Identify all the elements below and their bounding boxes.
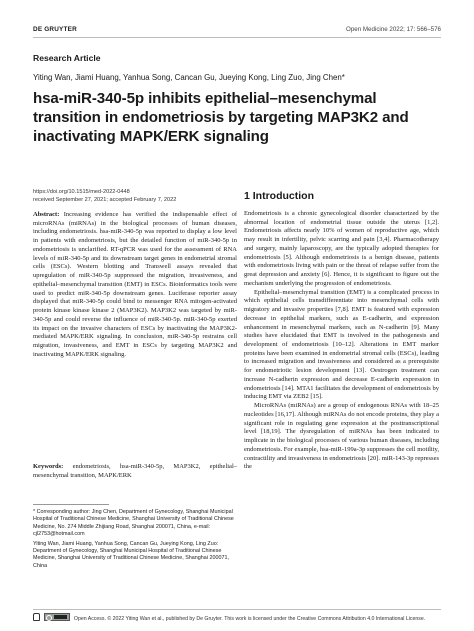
footnotes [33,509,239,572]
introduction-paragraph: MicroRNAs (miRNAs) are a group of endogenous RNAs with 18–25 nucleotides [16,17]. Although miRNAs do not encode proteins, they play a significant role in regulating gene expression at the posttranscriptional level [18,19]. The dysregulation of miRNAs has been indicated to implicate in the biological processes of various human diseases, including endometriosis. For example, hsa-miR-199a-3p suppresses the cell motility, contractility and invasiveness in endometriosis [20]. miR-143-3p represses the [244,402,439,471]
publisher-name: DE GRUYTER [33,26,77,33]
article-title: hsa-miR-340-5p inhibits epithelial–mesenchymal transition in endometriosis by targeting MAP3K2 and inactivating MAPK/ERK signaling [33,90,409,145]
journal-reference: Open Medicine 2022; 17: 566–576 [346,26,441,33]
author-list: Yiting Wan, Jiami Huang, Yanhua Song, Cancan Gu, Jueying Kong, Ling Zuo, Jing Chen* [33,73,345,82]
keywords [33,463,237,480]
introduction-paragraph: Epithelial–mesenchymal transition (EMT) is a complicated process in which epithelial cells transdifferentiate into mesenchymal cells with migratory and invasive properties [7,8]. EMT is featured with expression decrease in epithelial markers, such as E-cadherin, and expression enhancement in mesenchymal markers, such as N-cadherin [9]. Many studies have elucidated that EMT is involved in the pathogenesis and development of endometriosis [10–12]. Alterations in EMT marker proteins have been examined in endometrial stromal cells (ESCs), leading to increased migration and invasiveness and considered as a prerequisite for endometriotic lesion development [13]. Oestrogen treatment can increase N-cadherin expression and decrease E-cadherin expression in endometriosis [14]. MTA1 facilitates the development of endometriosis by inducing EMT via ZEB2 [15]. [244,288,439,401]
doi-link[interactable]: https://doi.org/10.1515/med-2022-0448 [33,189,130,195]
keywords-label: Keywords: [33,463,64,470]
received-accepted-dates: received September 27, 2021; accepted February 7, 2022 [33,197,177,204]
open-access-icon [33,613,40,621]
introduction-body [244,210,439,472]
corresponding-author-note: * Corresponding author: Jing Chen, Department of Gynecology, Shanghai Municipal Hospital of Traditional Chinese Medicine, Shanghai University of Traditional Chinese Medicine, No. 274 Middle Zhijiang Road, Shanghai 200071, China, e-mail: cjl2753@hotmail.com [33,509,234,538]
abstract-text: Increasing evidence has verified the indispensable effect of microRNAs (miRNAs) in the biological processes of human diseases, including endometriosis. hsa-miR-340-5p was reported to display a low level in patients with endometriosis, but the detailed function of miR-340-5p in endometriosis is unclarified. RT-qPCR was used for the assessment of RNA levels of miR-340-5p and its downstream target genes in endometrial stromal cells (ESCs). Western blotting and Transwell assays revealed that upregulation of miR-340-5p suppressed the migration, invasiveness, and epithelial–mesenchymal transition (EMT) in ESCs. Bioinformatics tools were used to predict miR-340-5p downstream genes. Luciferase reporter assay displayed that miR-340-5p could bind to messenger RNA mitogen-activated protein kinase kinase kinase 2 (MAP3K2). MAP3K2 was targeted by miR-340-5p and could reverse the influence of miR-340-5p. miR-340-5p exerted its impact on the invasive characters of ESCs by inactivating the MAP3K2-mediated MAPK/ERK signaling. In conclusion, miR-340-5p restrains cell migration, invasiveness, and EMT in ESCs by targeting MAP3K2 and inactivating MAPK/ERK signaling. [33,211,238,358]
doi-block [33,188,233,204]
license-line [33,613,443,623]
footer-divider [33,609,441,610]
abstract-label: Abstract: [33,211,60,218]
coauthor-affiliation-note: Yiting Wan, Jiami Huang, Yanhua Song, Cancan Gu, Jueying Kong, Ling Zuo: Department of Gynecology, Shanghai Municipal Hospital of Traditional Chinese Medicine, Shanghai University of Traditional Chinese Medicine, Shanghai 200071, China [33,540,229,569]
license-text: Open Access. © 2022 Yiting Wan et al., published by De Gruyter. This work is licensed under the Creative Commons Attribution 4.0 International License. [73,616,426,622]
keywords-text: endometriosis, hsa-miR-340-5p, MAP3K2, epithelial–mesenchymal transition, MAPK/ERK [33,463,237,479]
introduction-paragraph: Endometriosis is a chronic gynecological disorder characterized by the abnormal location of endometrial tissue outside the uterus [1,2]. Endometriosis affects nearly 10% of women of reproductive age, which may result in infertility, pelvic scarring and pain [3,4]. Pharmacotherapy and surgery, mainly laparoscopy, are the typically adopted therapies for endometriosis [5]. Although endometriosis is a benign disease, patients with endometriosis living with pain or the threat of relapse suffer from the great depression and anxiety [6]. Hence, it is significant to figure out the mechanism underlying the progression of endometriosis. [244,210,439,287]
header-divider [33,37,441,38]
footnote-divider [33,504,109,505]
abstract [33,211,237,359]
section-heading-introduction: 1 Introduction [244,190,314,202]
article-type: Research Article [33,53,101,63]
cc-by-badge[interactable] [44,613,70,621]
